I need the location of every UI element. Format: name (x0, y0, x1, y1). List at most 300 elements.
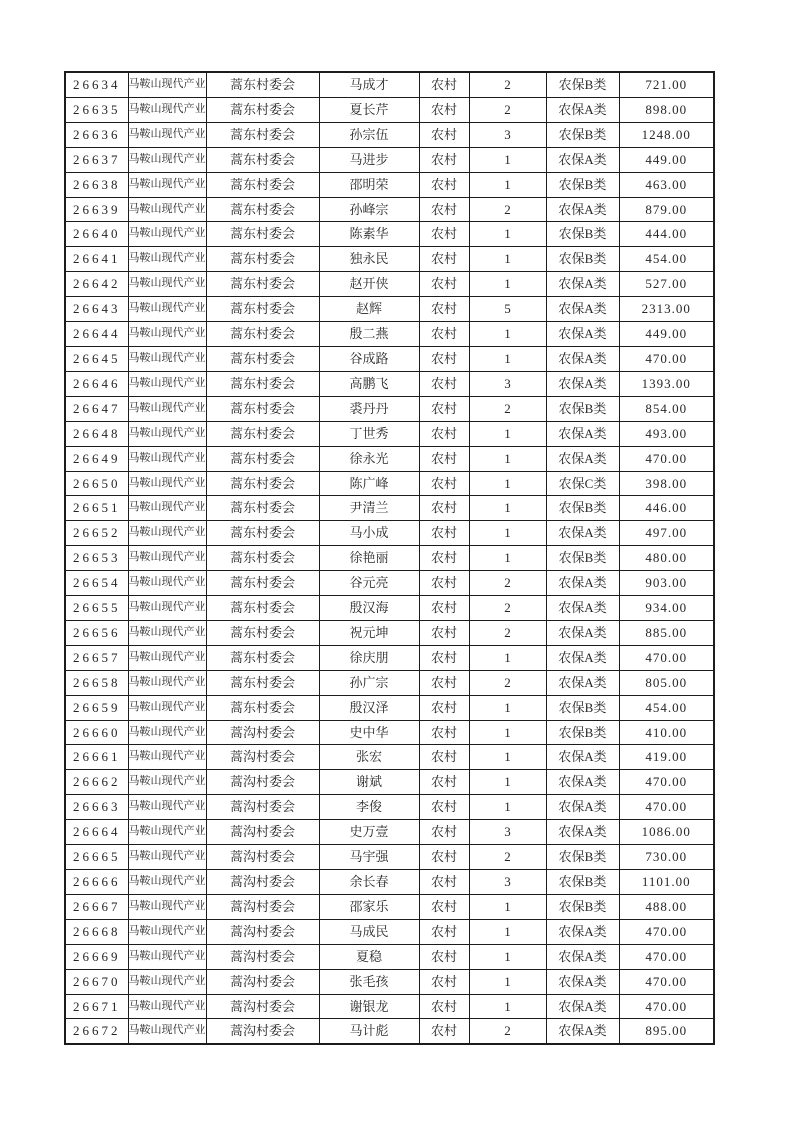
cell-village: 蒿东村委会 (206, 695, 319, 720)
table-row (65, 297, 714, 322)
cell-name: 赵辉 (319, 297, 419, 322)
table-row (65, 695, 714, 720)
cell-amount: 2313.00 (619, 297, 714, 322)
cell-seq: 26672 (65, 1019, 128, 1044)
table-row (65, 770, 714, 795)
cell-name: 殷汉海 (319, 596, 419, 621)
cell-residence: 农村 (419, 919, 469, 944)
table-row (65, 795, 714, 820)
cell-count: 1 (469, 496, 546, 521)
cell-seq: 26644 (65, 322, 128, 347)
table-row (65, 845, 714, 870)
cell-unit (128, 894, 206, 919)
cell-count: 3 (469, 870, 546, 895)
cell-amount: 805.00 (619, 670, 714, 695)
cell-village: 蒿东村委会 (206, 97, 319, 122)
cell-seq: 26652 (65, 521, 128, 546)
cell-category: 农保A类 (546, 322, 619, 347)
cell-category: 农保B类 (546, 546, 619, 571)
cell-count: 1 (469, 770, 546, 795)
table-row (65, 820, 714, 845)
cell-name: 孙广宗 (319, 670, 419, 695)
cell-count: 1 (469, 546, 546, 571)
cell-seq: 26669 (65, 944, 128, 969)
cell-seq: 26647 (65, 396, 128, 421)
cell-village: 蒿沟村委会 (206, 770, 319, 795)
cell-count: 1 (469, 969, 546, 994)
cell-residence: 农村 (419, 596, 469, 621)
cell-amount: 470.00 (619, 919, 714, 944)
table-row (65, 994, 714, 1019)
cell-name: 徐永光 (319, 446, 419, 471)
cell-category: 农保B类 (546, 222, 619, 247)
cell-amount: 470.00 (619, 346, 714, 371)
cell-residence: 农村 (419, 421, 469, 446)
cell-amount: 934.00 (619, 596, 714, 621)
cell-unit (128, 770, 206, 795)
cell-residence: 农村 (419, 222, 469, 247)
cell-village: 蒿沟村委会 (206, 969, 319, 994)
cell-name: 谷成路 (319, 346, 419, 371)
cell-category: 农保A类 (546, 795, 619, 820)
unit-clipped-text: 马鞍山现代产业 (128, 426, 206, 439)
cell-seq: 26650 (65, 471, 128, 496)
cell-village: 蒿东村委会 (206, 496, 319, 521)
cell-count: 3 (469, 371, 546, 396)
cell-name: 殷汉泽 (319, 695, 419, 720)
cell-name: 邵家乐 (319, 894, 419, 919)
cell-unit (128, 272, 206, 297)
cell-seq: 26637 (65, 147, 128, 172)
cell-category: 农保A类 (546, 521, 619, 546)
cell-amount: 480.00 (619, 546, 714, 571)
cell-count: 1 (469, 745, 546, 770)
cell-name: 孙宗伍 (319, 122, 419, 147)
cell-unit (128, 197, 206, 222)
cell-category: 农保A类 (546, 346, 619, 371)
cell-category: 农保A类 (546, 147, 619, 172)
cell-residence: 农村 (419, 172, 469, 197)
cell-category: 农保A类 (546, 645, 619, 670)
cell-village: 蒿东村委会 (206, 396, 319, 421)
cell-seq: 26646 (65, 371, 128, 396)
cell-residence: 农村 (419, 247, 469, 272)
table-row (65, 446, 714, 471)
cell-unit (128, 97, 206, 122)
cell-seq: 26654 (65, 571, 128, 596)
cell-unit (128, 620, 206, 645)
cell-residence: 农村 (419, 770, 469, 795)
cell-residence: 农村 (419, 870, 469, 895)
cell-seq: 26660 (65, 720, 128, 745)
cell-name: 邵明荣 (319, 172, 419, 197)
table-row (65, 521, 714, 546)
cell-unit (128, 919, 206, 944)
cell-village: 蒿沟村委会 (206, 1019, 319, 1044)
cell-residence: 农村 (419, 944, 469, 969)
cell-category: 农保A类 (546, 371, 619, 396)
cell-name: 谢斌 (319, 770, 419, 795)
cell-category: 农保A类 (546, 820, 619, 845)
table-row (65, 471, 714, 496)
cell-category: 农保A类 (546, 1019, 619, 1044)
table-row (65, 745, 714, 770)
cell-category: 农保B类 (546, 870, 619, 895)
cell-unit (128, 521, 206, 546)
cell-village: 蒿东村委会 (206, 620, 319, 645)
unit-clipped-text: 马鞍山现代产业 (128, 401, 206, 414)
cell-residence: 农村 (419, 845, 469, 870)
cell-amount: 446.00 (619, 496, 714, 521)
cell-amount: 454.00 (619, 695, 714, 720)
cell-unit (128, 147, 206, 172)
cell-amount: 444.00 (619, 222, 714, 247)
cell-unit (128, 546, 206, 571)
cell-name: 陈素华 (319, 222, 419, 247)
table-row (65, 919, 714, 944)
unit-clipped-text: 马鞍山现代产业 (128, 999, 206, 1012)
cell-village: 蒿东村委会 (206, 471, 319, 496)
cell-village: 蒿沟村委会 (206, 944, 319, 969)
cell-amount: 895.00 (619, 1019, 714, 1044)
cell-unit (128, 845, 206, 870)
cell-village: 蒿沟村委会 (206, 720, 319, 745)
table-row (65, 72, 714, 97)
cell-residence: 农村 (419, 72, 469, 97)
cell-count: 2 (469, 396, 546, 421)
unit-clipped-text: 马鞍山现代产业 (128, 227, 206, 240)
cell-seq: 26649 (65, 446, 128, 471)
cell-amount: 470.00 (619, 645, 714, 670)
cell-unit (128, 596, 206, 621)
payment-roster-table (64, 71, 715, 1045)
cell-seq: 26648 (65, 421, 128, 446)
cell-seq: 26640 (65, 222, 128, 247)
unit-clipped-text: 马鞍山现代产业 (128, 775, 206, 788)
unit-clipped-text: 马鞍山现代产业 (128, 675, 206, 688)
cell-village: 蒿东村委会 (206, 247, 319, 272)
cell-unit (128, 795, 206, 820)
unit-clipped-text: 马鞍山现代产业 (128, 576, 206, 589)
cell-unit (128, 745, 206, 770)
cell-village: 蒿沟村委会 (206, 994, 319, 1019)
cell-amount: 449.00 (619, 322, 714, 347)
cell-amount: 488.00 (619, 894, 714, 919)
unit-clipped-text: 马鞍山现代产业 (128, 451, 206, 464)
cell-amount: 470.00 (619, 969, 714, 994)
cell-seq: 26642 (65, 272, 128, 297)
cell-seq: 26668 (65, 919, 128, 944)
table-body (65, 72, 714, 1044)
unit-clipped-text: 马鞍山现代产业 (128, 551, 206, 564)
cell-village: 蒿沟村委会 (206, 795, 319, 820)
cell-unit (128, 172, 206, 197)
cell-seq: 26659 (65, 695, 128, 720)
cell-amount: 730.00 (619, 845, 714, 870)
unit-clipped-text: 马鞍山现代产业 (128, 526, 206, 539)
cell-unit (128, 670, 206, 695)
cell-name: 谢银龙 (319, 994, 419, 1019)
cell-village: 蒿东村委会 (206, 122, 319, 147)
unit-clipped-text: 马鞍山现代产业 (128, 700, 206, 713)
table-row (65, 97, 714, 122)
cell-amount: 527.00 (619, 272, 714, 297)
cell-count: 1 (469, 919, 546, 944)
cell-village: 蒿沟村委会 (206, 845, 319, 870)
unit-clipped-text: 马鞍山现代产业 (128, 501, 206, 514)
cell-name: 马小成 (319, 521, 419, 546)
cell-count: 1 (469, 894, 546, 919)
unit-clipped-text: 马鞍山现代产业 (128, 78, 206, 90)
table-row (65, 396, 714, 421)
cell-name: 李俊 (319, 795, 419, 820)
cell-name: 裘丹丹 (319, 396, 419, 421)
cell-seq: 26661 (65, 745, 128, 770)
cell-name: 徐艳丽 (319, 546, 419, 571)
cell-name: 马计彪 (319, 1019, 419, 1044)
table-row (65, 870, 714, 895)
table-row (65, 322, 714, 347)
cell-unit (128, 346, 206, 371)
unit-clipped-text: 马鞍山现代产业 (128, 850, 206, 863)
cell-count: 2 (469, 670, 546, 695)
cell-category: 农保B类 (546, 172, 619, 197)
cell-count: 1 (469, 695, 546, 720)
cell-seq: 26635 (65, 97, 128, 122)
cell-seq: 26658 (65, 670, 128, 695)
cell-category: 农保A类 (546, 97, 619, 122)
cell-count: 1 (469, 446, 546, 471)
cell-residence: 农村 (419, 695, 469, 720)
cell-name: 陈广峰 (319, 471, 419, 496)
cell-name: 殷二燕 (319, 322, 419, 347)
cell-village: 蒿沟村委会 (206, 745, 319, 770)
cell-count: 1 (469, 645, 546, 670)
cell-count: 2 (469, 1019, 546, 1044)
table-row (65, 147, 714, 172)
cell-residence: 农村 (419, 122, 469, 147)
cell-village: 蒿东村委会 (206, 546, 319, 571)
cell-count: 2 (469, 197, 546, 222)
unit-clipped-text: 马鞍山现代产业 (128, 899, 206, 912)
cell-seq: 26643 (65, 297, 128, 322)
cell-category: 农保B类 (546, 396, 619, 421)
cell-category: 农保A类 (546, 446, 619, 471)
cell-residence: 农村 (419, 521, 469, 546)
cell-category: 农保A类 (546, 620, 619, 645)
cell-count: 3 (469, 820, 546, 845)
cell-residence: 农村 (419, 820, 469, 845)
cell-amount: 903.00 (619, 571, 714, 596)
unit-clipped-text: 马鞍山现代产业 (128, 625, 206, 638)
cell-unit (128, 496, 206, 521)
cell-name: 马宇强 (319, 845, 419, 870)
cell-category: 农保A类 (546, 919, 619, 944)
cell-name: 尹清兰 (319, 496, 419, 521)
cell-category: 农保A类 (546, 571, 619, 596)
cell-village: 蒿东村委会 (206, 147, 319, 172)
cell-residence: 农村 (419, 396, 469, 421)
cell-amount: 470.00 (619, 795, 714, 820)
cell-village: 蒿东村委会 (206, 172, 319, 197)
cell-residence: 农村 (419, 894, 469, 919)
cell-seq: 26639 (65, 197, 128, 222)
cell-count: 1 (469, 720, 546, 745)
cell-amount: 885.00 (619, 620, 714, 645)
unit-clipped-text: 马鞍山现代产业 (128, 102, 206, 115)
table-row (65, 122, 714, 147)
cell-count: 1 (469, 222, 546, 247)
cell-category: 农保B类 (546, 72, 619, 97)
cell-unit (128, 870, 206, 895)
table-row (65, 720, 714, 745)
unit-clipped-text: 马鞍山现代产业 (128, 825, 206, 838)
cell-amount: 1086.00 (619, 820, 714, 845)
cell-unit (128, 322, 206, 347)
cell-residence: 农村 (419, 994, 469, 1019)
cell-residence: 农村 (419, 446, 469, 471)
cell-residence: 农村 (419, 147, 469, 172)
cell-village: 蒿东村委会 (206, 222, 319, 247)
cell-amount: 470.00 (619, 994, 714, 1019)
cell-category: 农保A类 (546, 670, 619, 695)
cell-residence: 农村 (419, 620, 469, 645)
cell-category: 农保A类 (546, 770, 619, 795)
cell-residence: 农村 (419, 97, 469, 122)
cell-residence: 农村 (419, 795, 469, 820)
cell-village: 蒿东村委会 (206, 322, 319, 347)
cell-seq: 26656 (65, 620, 128, 645)
unit-clipped-text: 马鞍山现代产业 (128, 725, 206, 738)
cell-category: 农保A类 (546, 969, 619, 994)
table-row (65, 197, 714, 222)
cell-count: 1 (469, 346, 546, 371)
unit-clipped-text: 马鞍山现代产业 (128, 252, 206, 265)
cell-category: 农保B类 (546, 720, 619, 745)
cell-seq: 26667 (65, 894, 128, 919)
table-row (65, 571, 714, 596)
cell-village: 蒿东村委会 (206, 521, 319, 546)
cell-name: 余长春 (319, 870, 419, 895)
cell-unit (128, 645, 206, 670)
unit-clipped-text: 马鞍山现代产业 (128, 476, 206, 489)
table-row (65, 247, 714, 272)
cell-seq: 26666 (65, 870, 128, 895)
table-row (65, 222, 714, 247)
table-row (65, 969, 714, 994)
cell-unit (128, 720, 206, 745)
unit-clipped-text: 马鞍山现代产业 (128, 202, 206, 215)
cell-name: 祝元坤 (319, 620, 419, 645)
unit-clipped-text: 马鞍山现代产业 (128, 1024, 206, 1037)
cell-residence: 农村 (419, 645, 469, 670)
cell-amount: 879.00 (619, 197, 714, 222)
cell-residence: 农村 (419, 571, 469, 596)
cell-village: 蒿东村委会 (206, 670, 319, 695)
table-row (65, 1019, 714, 1044)
table-row (65, 645, 714, 670)
table-row (65, 346, 714, 371)
cell-residence: 农村 (419, 969, 469, 994)
unit-clipped-text: 马鞍山现代产业 (128, 750, 206, 763)
cell-name: 马成民 (319, 919, 419, 944)
cell-unit (128, 396, 206, 421)
cell-village: 蒿沟村委会 (206, 870, 319, 895)
cell-category: 农保A类 (546, 994, 619, 1019)
table-row (65, 421, 714, 446)
cell-name: 赵开侠 (319, 272, 419, 297)
table-row (65, 944, 714, 969)
cell-unit (128, 471, 206, 496)
cell-name: 张宏 (319, 745, 419, 770)
cell-village: 蒿东村委会 (206, 645, 319, 670)
table-row (65, 371, 714, 396)
cell-count: 1 (469, 944, 546, 969)
cell-category: 农保B类 (546, 845, 619, 870)
cell-residence: 农村 (419, 1019, 469, 1044)
cell-unit (128, 571, 206, 596)
unit-clipped-text: 马鞍山现代产业 (128, 650, 206, 663)
cell-seq: 26663 (65, 795, 128, 820)
cell-residence: 农村 (419, 670, 469, 695)
cell-name: 马进步 (319, 147, 419, 172)
table-row (65, 894, 714, 919)
cell-unit (128, 297, 206, 322)
unit-clipped-text: 马鞍山现代产业 (128, 127, 206, 140)
cell-name: 夏稳 (319, 944, 419, 969)
cell-count: 5 (469, 297, 546, 322)
cell-count: 2 (469, 620, 546, 645)
unit-clipped-text: 马鞍山现代产业 (128, 974, 206, 987)
cell-village: 蒿东村委会 (206, 371, 319, 396)
cell-category: 农保A类 (546, 745, 619, 770)
cell-name: 孙峰宗 (319, 197, 419, 222)
unit-clipped-text: 马鞍山现代产业 (128, 949, 206, 962)
cell-residence: 农村 (419, 197, 469, 222)
cell-category: 农保B类 (546, 894, 619, 919)
cell-unit (128, 695, 206, 720)
cell-count: 1 (469, 994, 546, 1019)
cell-residence: 农村 (419, 272, 469, 297)
cell-village: 蒿东村委会 (206, 571, 319, 596)
cell-seq: 26638 (65, 172, 128, 197)
cell-count: 2 (469, 571, 546, 596)
cell-amount: 721.00 (619, 72, 714, 97)
cell-unit (128, 969, 206, 994)
cell-amount: 410.00 (619, 720, 714, 745)
cell-count: 1 (469, 521, 546, 546)
cell-amount: 1248.00 (619, 122, 714, 147)
cell-amount: 419.00 (619, 745, 714, 770)
cell-residence: 农村 (419, 371, 469, 396)
cell-seq: 26657 (65, 645, 128, 670)
cell-unit (128, 446, 206, 471)
cell-residence: 农村 (419, 322, 469, 347)
cell-amount: 470.00 (619, 944, 714, 969)
cell-amount: 1393.00 (619, 371, 714, 396)
cell-count: 1 (469, 471, 546, 496)
cell-count: 2 (469, 97, 546, 122)
cell-amount: 854.00 (619, 396, 714, 421)
cell-category: 农保B类 (546, 695, 619, 720)
cell-village: 蒿沟村委会 (206, 894, 319, 919)
cell-seq: 26641 (65, 247, 128, 272)
cell-count: 2 (469, 845, 546, 870)
cell-seq: 26653 (65, 546, 128, 571)
unit-clipped-text: 马鞍山现代产业 (128, 152, 206, 165)
cell-unit (128, 247, 206, 272)
cell-seq: 26655 (65, 596, 128, 621)
